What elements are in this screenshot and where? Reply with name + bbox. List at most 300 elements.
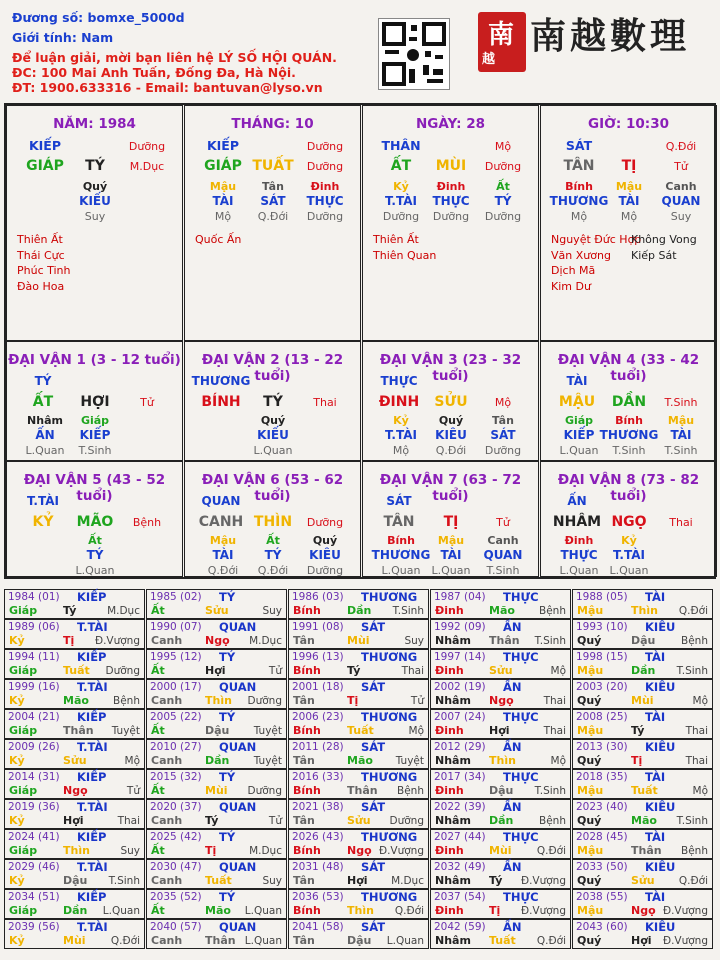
- ten-god: THƯƠNG: [371, 548, 431, 562]
- ten-god: THỰC: [432, 194, 470, 208]
- year-branch: Dần: [489, 814, 514, 827]
- year-ten-god: QUAN: [219, 680, 257, 694]
- gender: Giới tính: Nam: [12, 30, 114, 45]
- dai-van-title: ĐẠI VẬN 3 (23 - 32 tuổi): [379, 352, 522, 384]
- dv-top-god: ẤN: [567, 494, 587, 508]
- ten-god: QUAN: [661, 194, 701, 208]
- year-label: 2028 (45): [576, 831, 628, 843]
- star-label: Kim Dư: [551, 279, 591, 293]
- life-stage: Dưỡng: [432, 210, 470, 223]
- year-stage: Bệnh: [397, 785, 424, 797]
- year-branch: Thìn: [63, 844, 90, 857]
- dv-branch-rel: Thai: [669, 516, 693, 529]
- life-stage: Q.Đới: [207, 564, 239, 577]
- pillar-cell: [362, 105, 539, 341]
- special-stars: [17, 232, 71, 294]
- year-stage: M.Dục: [249, 845, 282, 857]
- star-label: Thái Cực: [17, 248, 65, 262]
- dai-van-cell: [184, 341, 361, 461]
- year-ten-god: THỰC: [503, 770, 539, 784]
- life-stage: Dưỡng: [306, 210, 344, 223]
- year-branch: Hợi: [631, 934, 652, 947]
- ten-god: SÁT: [490, 428, 516, 442]
- ten-god: ẤN: [35, 428, 55, 442]
- year-stem: Quý: [577, 754, 602, 767]
- dv-top-god: QUAN: [201, 494, 241, 508]
- year-ten-god: KIẾP: [77, 890, 107, 904]
- hidden-stem: Canh: [665, 180, 697, 193]
- year-label: 1984 (01): [8, 591, 60, 603]
- life-stage: L.Quan: [381, 564, 421, 577]
- hidden-stem: Quý: [260, 414, 286, 427]
- hidden-stem: Đinh: [310, 180, 340, 193]
- year-stage: Mộ: [692, 785, 708, 797]
- hidden-stem: Quý: [82, 180, 108, 193]
- year-cell: [4, 799, 145, 829]
- pillar-cell: [540, 105, 717, 341]
- year-stem: Kỷ: [9, 754, 25, 767]
- year-ten-god: THƯƠNG: [361, 890, 418, 904]
- pillar-title: GIỜ: 10:30: [588, 116, 669, 132]
- pillar-stem: TÂN: [563, 158, 595, 174]
- year-cell: [146, 619, 287, 649]
- ten-god: KIẾP: [563, 428, 595, 442]
- year-label: 2015 (32): [150, 771, 202, 783]
- year-label: 2019 (36): [8, 801, 60, 813]
- star-label: Văn Xương: [551, 248, 611, 262]
- year-ten-god: ẤN: [503, 860, 522, 874]
- year-branch: Tuất: [489, 934, 516, 947]
- ten-god: T.TÀI: [385, 194, 417, 208]
- year-label: 2009 (26): [8, 741, 60, 753]
- year-stage: Dưỡng: [247, 695, 282, 707]
- ten-god: T.TÀI: [385, 428, 417, 442]
- year-label: 2003 (20): [576, 681, 628, 693]
- year-stage: Mộ: [692, 695, 708, 707]
- year-label: 2042 (59): [434, 921, 486, 933]
- year-ten-god: QUAN: [219, 740, 257, 754]
- year-ten-god: KIÊU: [645, 860, 676, 874]
- year-label: 2023 (40): [576, 801, 628, 813]
- year-ten-god: T.TÀI: [77, 860, 108, 874]
- dv-branch: SỬU: [434, 394, 468, 410]
- year-cell: [288, 739, 429, 769]
- dv-branch: TỊ: [443, 514, 459, 530]
- year-cell: [4, 859, 145, 889]
- life-stage: Dưỡng: [382, 210, 420, 223]
- year-label: 2040 (57): [150, 921, 202, 933]
- year-ten-god: THỰC: [503, 590, 539, 604]
- year-ten-god: THỰC: [503, 830, 539, 844]
- year-stem: Nhâm: [435, 934, 471, 947]
- pillar-top-stage: Dưỡng: [128, 140, 166, 153]
- hidden-stem: Đinh: [436, 180, 466, 193]
- year-ten-god: THƯƠNG: [361, 590, 418, 604]
- year-stem: Kỷ: [9, 814, 25, 827]
- year-stem: Mậu: [577, 784, 604, 797]
- hidden-stem: Mậu: [437, 534, 465, 547]
- year-stage: Suy: [120, 845, 140, 857]
- year-ten-god: T.TÀI: [77, 680, 108, 694]
- year-stem: Quý: [577, 634, 602, 647]
- year-ten-god: TÀI: [645, 650, 666, 664]
- year-ten-god: SÁT: [361, 800, 386, 814]
- life-stage: L.Quan: [559, 564, 599, 577]
- year-cell: [572, 769, 713, 799]
- life-stage: T.Sinh: [78, 444, 112, 457]
- dv-stem: TÂN: [383, 514, 415, 530]
- pillar-branch: TUẤT: [252, 158, 294, 174]
- year-stage: T.Sinh: [534, 635, 566, 647]
- year-branch: Tị: [63, 634, 75, 647]
- year-ten-god: TÀI: [645, 890, 666, 904]
- phone-email[interactable]: ĐT: 1900.633316 - Email: bantuvan@lyso.vn: [12, 80, 323, 95]
- life-stage: T.Sinh: [664, 444, 698, 457]
- year-ten-god: TÀI: [645, 710, 666, 724]
- year-cell: [4, 679, 145, 709]
- year-stem: Giáp: [9, 724, 38, 737]
- year-cell: [430, 589, 571, 619]
- year-cell: [4, 919, 145, 949]
- year-branch: Mão: [489, 604, 515, 617]
- year-ten-god: THỰC: [503, 890, 539, 904]
- year-label: 2029 (46): [8, 861, 60, 873]
- year-cell: [430, 739, 571, 769]
- year-stem: Canh: [151, 754, 183, 767]
- year-stage: Mộ: [408, 725, 424, 737]
- year-cell: [146, 589, 287, 619]
- dai-van-title: ĐẠI VẬN 6 (53 - 62 tuổi): [201, 472, 344, 504]
- year-stage: Thai: [685, 755, 708, 767]
- year-cell: [572, 679, 713, 709]
- year-branch: Thân: [63, 724, 94, 737]
- year-cell: [572, 889, 713, 919]
- year-stem: Giáp: [9, 844, 38, 857]
- year-stem: Mậu: [577, 664, 604, 677]
- hidden-stem: Ất: [496, 180, 510, 193]
- life-stage: Mộ: [570, 210, 588, 223]
- dai-van-cell: [6, 461, 183, 577]
- year-label: 2024 (41): [8, 831, 60, 843]
- year-stem: Mậu: [577, 904, 604, 917]
- year-cell: [572, 649, 713, 679]
- star-label: Đào Hoa: [17, 279, 65, 293]
- seal-stamp: 南 越: [478, 12, 526, 72]
- year-branch: Thìn: [205, 694, 232, 707]
- hidden-stem: Mậu: [209, 534, 237, 547]
- hidden-stem: Bính: [615, 414, 643, 427]
- dv-stem: ĐINH: [378, 394, 420, 410]
- year-stem: Ất: [151, 604, 165, 617]
- chart-grid: [4, 103, 716, 579]
- year-cell: [572, 619, 713, 649]
- life-stage: L.Quan: [431, 564, 471, 577]
- year-branch: Tuất: [205, 874, 232, 887]
- pillar-branch: TỊ: [621, 158, 637, 174]
- year-branch: Mão: [347, 754, 373, 767]
- year-branch: Hợi: [205, 664, 226, 677]
- year-cell: [430, 709, 571, 739]
- year-cell: [288, 859, 429, 889]
- year-stem: Mậu: [577, 724, 604, 737]
- year-label: 2022 (39): [434, 801, 486, 813]
- year-ten-god: KIÊU: [645, 680, 676, 694]
- year-stage: Q.Đới: [536, 845, 566, 857]
- dv-top-god: THƯƠNG: [191, 374, 251, 388]
- year-branch: Mão: [631, 814, 657, 827]
- dv-top-god: TÀI: [566, 374, 588, 388]
- year-stem: Ất: [151, 784, 165, 797]
- year-stem: Kỷ: [9, 634, 25, 647]
- year-label: 1995 (12): [150, 651, 202, 663]
- year-stage: T.Sinh: [676, 665, 708, 677]
- year-branch: Dần: [631, 664, 656, 677]
- year-stem: Bính: [293, 604, 321, 617]
- year-branch: Tý: [63, 604, 77, 617]
- year-ten-god: ẤN: [503, 920, 522, 934]
- year-branch: Thân: [489, 634, 520, 647]
- year-stage: Q.Đới: [678, 875, 708, 887]
- year-stage: Thai: [543, 695, 566, 707]
- dv-stem: KỶ: [32, 514, 54, 530]
- year-branch: Thân: [347, 784, 378, 797]
- year-branch: Mùi: [205, 784, 228, 797]
- year-cell: [146, 919, 287, 949]
- year-stage: L.Quan: [386, 935, 424, 947]
- year-label: 1990 (07): [150, 621, 202, 633]
- year-stage: Đ.Vượng: [520, 905, 566, 917]
- year-branch: Mùi: [347, 634, 370, 647]
- year-stage: L.Quan: [244, 905, 282, 917]
- year-ten-god: TÝ: [219, 770, 236, 784]
- year-branch: Dần: [63, 904, 88, 917]
- year-cell: [146, 709, 287, 739]
- dai-van-title: ĐẠI VẬN 1 (3 - 12 tuổi): [8, 352, 181, 368]
- year-label: 2012 (29): [434, 741, 486, 753]
- hidden-stem: Bính: [387, 534, 415, 547]
- hidden-stem: Quý: [438, 414, 464, 427]
- year-stage: Tử: [268, 815, 282, 827]
- year-stem: Canh: [151, 874, 183, 887]
- year-stem: Nhâm: [435, 694, 471, 707]
- dv-branch: HỢI: [80, 394, 110, 410]
- life-stage: L.Quan: [609, 564, 649, 577]
- year-cell: [4, 649, 145, 679]
- year-ten-god: ẤN: [503, 620, 522, 634]
- ten-god: QUAN: [483, 548, 523, 562]
- year-cell: [430, 889, 571, 919]
- year-stage: Q.Đới: [394, 905, 424, 917]
- star-label: Dịch Mã: [551, 264, 596, 277]
- contact-note: Để luận giải, mời bạn liên hệ LÝ SỐ HỘI QUÁN.: [12, 50, 337, 65]
- year-label: 2043 (60): [576, 921, 628, 933]
- year-stage: Thai: [401, 665, 424, 677]
- year-ten-god: KIÊU: [645, 740, 676, 754]
- dai-van-cell: [540, 341, 717, 461]
- year-ten-god: THƯƠNG: [361, 830, 418, 844]
- year-label: 2034 (51): [8, 891, 60, 903]
- year-ten-god: TÀI: [645, 830, 666, 844]
- year-ten-god: TÀI: [645, 590, 666, 604]
- year-branch: Mùi: [63, 934, 86, 947]
- year-cell: [572, 829, 713, 859]
- year-cell: [430, 649, 571, 679]
- year-stem: Đinh: [435, 664, 464, 677]
- life-stage: Mộ: [620, 210, 638, 223]
- dv-branch-rel: Thai: [313, 396, 337, 409]
- year-label: 2021 (38): [292, 801, 344, 813]
- ten-god: TÝ: [86, 548, 104, 562]
- year-stem: Nhâm: [435, 874, 471, 887]
- year-branch: Tị: [347, 694, 359, 707]
- year-stem: Tân: [293, 634, 315, 647]
- year-branch: Tý: [347, 664, 361, 677]
- dv-branch: TÝ: [263, 394, 283, 410]
- year-ten-god: KIẾP: [77, 830, 107, 844]
- brand-logo-text: 南越數理: [530, 15, 691, 57]
- ten-god: TÀI: [212, 194, 234, 208]
- year-ten-god: THỰC: [503, 650, 539, 664]
- ten-god: SÁT: [260, 194, 286, 208]
- year-cell: [430, 919, 571, 949]
- year-stage: Đ.Vượng: [94, 635, 140, 647]
- year-branch: Sửu: [631, 874, 655, 887]
- year-stem: Ất: [151, 724, 165, 737]
- year-stem: Giáp: [9, 904, 38, 917]
- year-stage: Bệnh: [681, 845, 708, 857]
- year-branch: Dậu: [631, 634, 656, 647]
- life-stage: T.Sinh: [612, 444, 646, 457]
- year-label: 2036 (53): [292, 891, 344, 903]
- year-cell: [288, 829, 429, 859]
- year-label: 1985 (02): [150, 591, 202, 603]
- year-branch: Mùi: [631, 694, 654, 707]
- year-stage: Mộ: [550, 755, 566, 767]
- year-branch: Tuất: [631, 784, 658, 797]
- year-stage: Tử: [126, 785, 140, 797]
- year-stage: L.Quan: [244, 935, 282, 947]
- year-label: 2007 (24): [434, 711, 486, 723]
- hidden-stem: Tân: [492, 414, 514, 427]
- life-stage: T.Sinh: [486, 564, 520, 577]
- dv-branch: DẦN: [611, 394, 647, 410]
- dai-van-title: ĐẠI VẬN 5 (43 - 52 tuổi): [23, 472, 166, 504]
- year-cell: [288, 589, 429, 619]
- year-stage: T.Sinh: [392, 605, 424, 617]
- life-stage: Q.Đới: [257, 210, 289, 223]
- pillar-top-stage: Q.Đới: [665, 140, 697, 153]
- year-label: 2014 (31): [8, 771, 60, 783]
- year-cell: [430, 679, 571, 709]
- year-cell: [4, 769, 145, 799]
- ten-god: TÝ: [264, 548, 282, 562]
- ten-god: TÝ: [494, 194, 512, 208]
- year-stage: Dưỡng: [105, 665, 140, 677]
- dai-van-cell: [184, 461, 361, 577]
- year-cell: [288, 769, 429, 799]
- ten-god: KIẾU: [79, 194, 111, 208]
- year-ten-god: T.TÀI: [77, 800, 108, 814]
- year-branch: Sửu: [205, 604, 229, 617]
- life-stage: L.Quan: [75, 564, 115, 577]
- hidden-stem: Ất: [88, 534, 102, 547]
- year-label: 2005 (22): [150, 711, 202, 723]
- year-label: 1992 (09): [434, 621, 486, 633]
- year-stem: Ất: [151, 904, 165, 917]
- hidden-stem: Mậu: [667, 414, 695, 427]
- year-cell: [4, 739, 145, 769]
- year-label: 2027 (44): [434, 831, 486, 843]
- dai-van-title: ĐẠI VẬN 4 (33 - 42 tuổi): [557, 352, 700, 384]
- ten-god: T.TÀI: [613, 548, 645, 562]
- year-branch: Dậu: [63, 874, 88, 887]
- ten-god: KIẾU: [257, 428, 289, 442]
- year-label: 2020 (37): [150, 801, 202, 813]
- year-stage: T.Sinh: [108, 875, 140, 887]
- year-branch: Dần: [347, 604, 372, 617]
- year-label: 1988 (05): [576, 591, 628, 603]
- pillar-stem: GIÁP: [204, 158, 242, 174]
- star-label: Thiên Quan: [373, 248, 437, 262]
- year-stage: Q.Đới: [536, 935, 566, 947]
- year-ten-god: KIÊU: [645, 800, 676, 814]
- year-stem: Tân: [293, 934, 315, 947]
- year-ten-god: QUAN: [219, 620, 257, 634]
- year-stem: Bính: [293, 664, 321, 677]
- year-label: 2037 (54): [434, 891, 486, 903]
- year-ten-god: ẤN: [503, 680, 522, 694]
- year-stem: Bính: [293, 904, 321, 917]
- year-cell: [288, 709, 429, 739]
- life-stage: Dưỡng: [484, 444, 522, 457]
- year-stage: Suy: [262, 875, 282, 887]
- year-stem: Nhâm: [435, 754, 471, 767]
- year-stem: Tân: [293, 694, 315, 707]
- pillar-top-god: KIẾP: [28, 138, 62, 153]
- ten-god: THƯƠNG: [599, 428, 659, 442]
- dai-van-cell: [362, 461, 539, 577]
- life-stage: Q.Đới: [257, 564, 289, 577]
- dv-top-god: SÁT: [386, 494, 412, 508]
- year-stem: Bính: [293, 724, 321, 737]
- year-branch: Dậu: [347, 934, 372, 947]
- year-stem: Quý: [577, 694, 602, 707]
- year-ten-god: TÝ: [219, 710, 236, 724]
- year-branch: Sửu: [347, 814, 371, 827]
- life-stage: Suy: [84, 210, 106, 223]
- year-branch: Mão: [63, 694, 89, 707]
- hidden-stem: Bính: [565, 180, 593, 193]
- year-branch: Tý: [631, 724, 645, 737]
- year-label: 2000 (17): [150, 681, 202, 693]
- year-ten-god: KIẾP: [77, 650, 107, 664]
- header: [0, 0, 720, 100]
- year-stage: T.Sinh: [534, 785, 566, 797]
- year-label: 2035 (52): [150, 891, 202, 903]
- year-cell: [288, 889, 429, 919]
- year-label: 2001 (18): [292, 681, 344, 693]
- dv-stem: ẤT: [32, 394, 54, 410]
- year-stage: Suy: [262, 605, 282, 617]
- year-stage: Thai: [117, 815, 140, 827]
- dai-van-title: ĐẠI VẬN 8 (73 - 82 tuổi): [557, 472, 700, 504]
- dv-top-god: THỰC: [380, 374, 418, 388]
- year-label: 1989 (06): [8, 621, 60, 633]
- year-branch: Hợi: [489, 724, 510, 737]
- year-cell: [288, 649, 429, 679]
- year-label: 2018 (35): [576, 771, 628, 783]
- year-ten-god: THƯƠNG: [361, 650, 418, 664]
